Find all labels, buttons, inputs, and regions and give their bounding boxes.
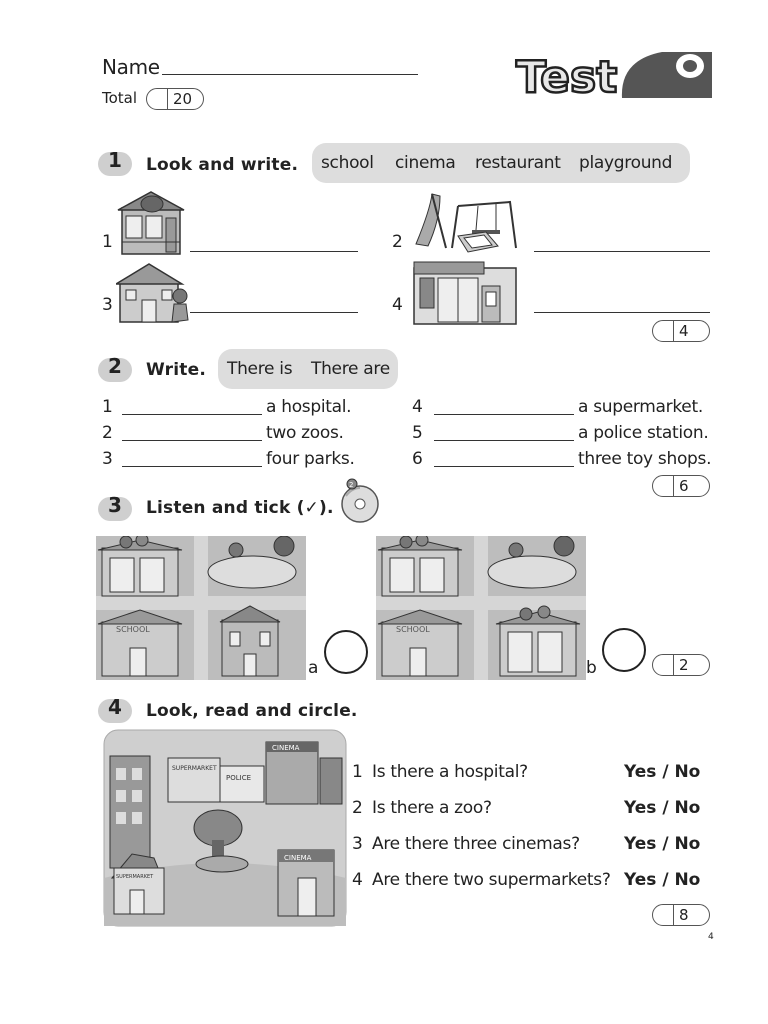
ex1-answer-1[interactable]: [190, 251, 358, 252]
ex3-score-value: 2: [679, 656, 689, 674]
ex4-q4-yes-no[interactable]: Yes / No: [624, 870, 701, 890]
ex1-item-3-number: 3: [102, 295, 113, 315]
cd-audio-icon: [338, 478, 382, 524]
ex2-item-6-number: 6: [412, 449, 423, 469]
ex1-score-box[interactable]: [652, 320, 710, 342]
test-logo-text: Test: [516, 52, 618, 100]
ex4-q1-text: Is there a hospital?: [372, 762, 528, 782]
ex3-score-box[interactable]: [652, 654, 710, 676]
town-map-a: [96, 536, 306, 680]
ex2-item-1-number: 1: [102, 397, 113, 417]
ex4-score-value: 8: [679, 906, 689, 924]
ex1-item-2-number: 2: [392, 232, 403, 252]
total-score-box[interactable]: [146, 88, 204, 110]
ex2-answer-4[interactable]: [434, 414, 574, 415]
ex2-item-4-text: a supermarket.: [578, 397, 703, 417]
ex2-item-3-number: 3: [102, 449, 113, 469]
word-there-are: There are: [311, 359, 390, 379]
ex4-q1-yes-no[interactable]: Yes / No: [624, 762, 701, 782]
ex2-word-bank: [218, 349, 398, 389]
ex1-word-bank: [312, 143, 690, 183]
ex2-score-value: 6: [679, 477, 689, 495]
scene-cinema-bottom-label: CINEMA: [284, 854, 312, 862]
total-score-value: 20: [173, 90, 193, 108]
option-b-tick-circle[interactable]: [602, 628, 646, 672]
ex4-score-box[interactable]: [652, 904, 710, 926]
word-school: school: [321, 153, 374, 173]
option-a-tick-circle[interactable]: [324, 630, 368, 674]
ex1-item-1-number: 1: [102, 232, 113, 252]
ex2-answer-2[interactable]: [122, 440, 262, 441]
ex1-instruction: Look and write.: [146, 155, 299, 175]
name-field[interactable]: [162, 74, 418, 75]
ex2-answer-6[interactable]: [434, 466, 574, 467]
ex2-item-4-number: 4: [412, 397, 423, 417]
ex2-item-1-text: a hospital.: [266, 397, 352, 417]
page-mark: 4: [708, 932, 714, 942]
word-playground: playground: [579, 153, 673, 173]
ex2-instruction: Write.: [146, 360, 206, 380]
ex1-answer-3[interactable]: [190, 312, 358, 313]
ex4-number: 4: [108, 695, 122, 719]
ex4-q2-text: Is there a zoo?: [372, 798, 492, 818]
ex3-instruction: Listen and tick (✓).: [146, 498, 334, 518]
ex4-instruction: Look, read and circle.: [146, 701, 358, 721]
word-restaurant: restaurant: [475, 153, 561, 173]
scene-cinema-top-label: CINEMA: [272, 744, 300, 752]
ex2-item-5-number: 5: [412, 423, 423, 443]
town-scene-picture: [102, 728, 348, 928]
ex4-q4-text: Are there two supermarkets?: [372, 870, 611, 890]
map-a-school-label: SCHOOL: [116, 625, 150, 634]
ex4-q3-number: 3: [352, 834, 363, 854]
scene-police-label: POLICE: [226, 774, 252, 782]
town-map-b: [376, 536, 586, 680]
ex1-item-4-number: 4: [392, 295, 403, 315]
total-label: Total: [102, 89, 138, 107]
ex2-item-2-number: 2: [102, 423, 113, 443]
scene-supermarket-left-label: SUPERMARKET: [116, 874, 154, 880]
ex1-answer-2[interactable]: [534, 251, 710, 252]
ex2-answer-5[interactable]: [434, 440, 574, 441]
restaurant-picture: [116, 190, 186, 256]
svg-text:2: 2: [349, 481, 354, 489]
ex1-answer-4[interactable]: [534, 312, 710, 313]
ex2-score-box[interactable]: [652, 475, 710, 497]
ex1-number: 1: [108, 148, 122, 172]
playground-picture: [410, 190, 522, 256]
word-cinema: cinema: [395, 153, 456, 173]
ex4-q4-number: 4: [352, 870, 363, 890]
option-b-label: b: [586, 658, 597, 678]
scene-supermarket-top-label: SUPERMARKET: [172, 765, 217, 772]
ex3-number: 3: [108, 493, 122, 517]
ex1-score-value: 4: [679, 322, 689, 340]
ex2-item-6-text: three toy shops.: [578, 449, 712, 469]
ex2-answer-3[interactable]: [122, 466, 262, 467]
ex4-q2-number: 2: [352, 798, 363, 818]
ex4-q3-yes-no[interactable]: Yes / No: [624, 834, 701, 854]
map-b-school-label: SCHOOL: [396, 625, 430, 634]
cinema-picture: [410, 258, 522, 326]
ex2-number: 2: [108, 354, 122, 378]
ex4-q2-yes-no[interactable]: Yes / No: [624, 798, 701, 818]
ex2-item-2-text: two zoos.: [266, 423, 344, 443]
word-there-is: There is: [227, 359, 293, 379]
ex4-q1-number: 1: [352, 762, 363, 782]
test-logo: [512, 48, 712, 100]
ex2-item-3-text: four parks.: [266, 449, 355, 469]
ex2-item-5-text: a police station.: [578, 423, 709, 443]
name-label: Name: [102, 55, 160, 79]
ex2-answer-1[interactable]: [122, 414, 262, 415]
school-picture: [116, 260, 196, 326]
option-a-label: a: [308, 658, 319, 678]
ex4-q3-text: Are there three cinemas?: [372, 834, 580, 854]
